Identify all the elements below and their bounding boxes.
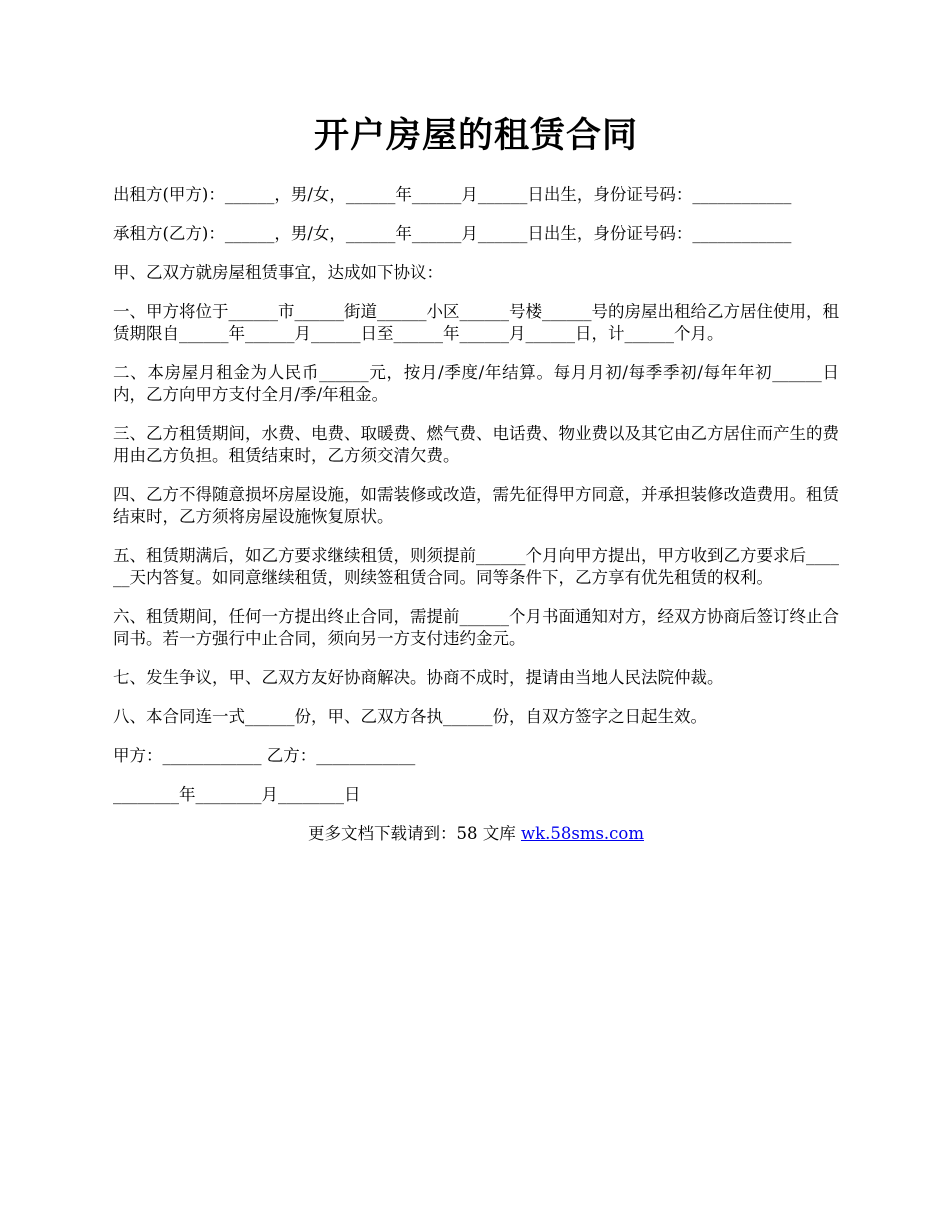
contract-page [113, 112, 839, 845]
party-a-info: 出租方(甲方)：______，男/女，______年______月______日出生，身份证号码：____________ [113, 185, 792, 204]
clause-1: 一、甲方将位于______市______街道______小区______号楼______号的房屋出租给乙方居住使用，租赁期限自______年______月______日至______年______月______日，计______个月。 [113, 302, 839, 343]
clause-4: 四、乙方不得随意损坏房屋设施，如需装修或改造，需先征得甲方同意，并承担装修改造费用。租赁结束时，乙方须将房屋设施恢复原状。 [113, 485, 839, 526]
footer-prefix: 更多文档下载请到：58 文库 [307, 824, 521, 843]
download-footer [113, 823, 839, 845]
clause-6: 六、租赁期间，任何一方提出终止合同，需提前______个月书面通知对方，经双方协商后签订终止合同书。若一方强行中止合同，须向另一方支付违约金元。 [113, 607, 839, 648]
website-link[interactable]: wk.58sms.com [520, 824, 644, 843]
signature-line: 甲方：____________ 乙方：____________ [113, 746, 416, 765]
clause-7: 七、发生争议，甲、乙双方友好协商解决。协商不成时，提请由当地人民法院仲裁。 [113, 668, 724, 687]
agreement-intro: 甲、乙双方就房屋租赁事宜，达成如下协议： [113, 263, 443, 282]
document-title: 开户房屋的租赁合同 [313, 115, 638, 156]
clause-3: 三、乙方租赁期间，水费、电费、取暖费、燃气费、电话费、物业费以及其它由乙方居住而产生的费用由乙方负担。租赁结束时，乙方须交清欠费。 [113, 424, 839, 465]
clause-2: 二、本房屋月租金为人民币______元，按月/季度/年结算。每月月初/每季季初/每年年初______日内，乙方向甲方支付全月/季/年租金。 [113, 363, 839, 404]
clause-5: 五、租赁期满后，如乙方要求继续租赁，则须提前______个月向甲方提出，甲方收到乙方要求后______天内答复。如同意继续租赁，则续签租赁合同。同等条件下，乙方享有优先租赁的权利。 [113, 546, 839, 587]
party-b-info: 承租方(乙方)：______，男/女，______年______月______日出生，身份证号码：____________ [113, 224, 792, 243]
clause-8: 八、本合同连一式______份，甲、乙双方各执______份，自双方签字之日起生效。 [113, 707, 707, 726]
date-line: ________年________月________日 [113, 785, 361, 804]
